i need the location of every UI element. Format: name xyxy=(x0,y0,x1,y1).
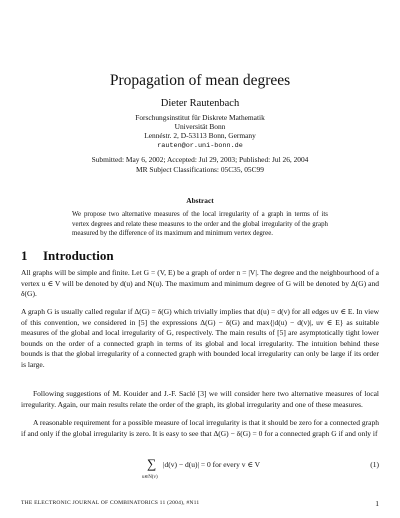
author-name: Dieter Rautenbach xyxy=(160,98,240,109)
page-number: 1 xyxy=(375,499,379,508)
author-email[interactable]: rauten@or.uni-bonn.de xyxy=(157,142,243,150)
body-paragraph: A reasonable requirement for a possible measure of local irregularity is that it should be zero for a connected graph if and only if the global irregularity is zero. It is easy to see that Δ(G) − δ(G) = 0 for a connected graph G if and only if xyxy=(21,418,379,438)
section-number: 1 xyxy=(21,248,28,263)
sum-symbol: ∑ xyxy=(147,456,157,471)
affiliation-line: Lennéstr. 2, D-53113 Bonn, Germany xyxy=(144,131,256,140)
body-paragraph: Following suggestions of M. Kouider and J.-F. Saclé [3] we will consider here two alternative measures of local irregularity. Again, our main results relate the order of the graph, its global irregularity and one of these measures. xyxy=(21,389,379,409)
journal-footer: THE ELECTRONIC JOURNAL OF COMBINATORICS 11 (2004), #N11 xyxy=(21,500,200,506)
equation-number: (1) xyxy=(370,460,379,469)
section-heading xyxy=(21,248,114,264)
paper-title: Propagation of mean degrees xyxy=(109,72,291,89)
abstract-heading: Abstract xyxy=(186,196,214,205)
section-title: Introduction xyxy=(43,248,114,263)
affiliation-line: Forschungsinstitut für Diskrete Mathematik xyxy=(135,113,265,122)
abstract-text: We propose two alternative measures of the local irregularity of a graph in terms of its vertex degrees and relate these measures to the order and the global irregularity of the graph measured by the difference of its maximum and minimum vertex degree. xyxy=(72,211,328,238)
display-equation xyxy=(0,456,400,484)
submission-dates: Submitted: May 6, 2002; Accepted: Jul 29, 2003; Published: Jul 26, 2004 xyxy=(91,155,309,164)
subject-classification: MR Subject Classifications: 05C35, 05C99 xyxy=(136,165,264,174)
sum-subscript: u∈N(v) xyxy=(142,475,158,480)
body-paragraph: All graphs will be simple and finite. Let G = (V, E) be a graph of order n = |V|. The degree and the neighbourhood of a vertex u ∈ V will be denoted by d(u) and N(u). The maximum and minimum degree of G will be denoted by Δ(G) and δ(G). xyxy=(21,268,379,298)
affiliation-line: Universität Bonn xyxy=(174,122,226,131)
body-paragraph: A graph G is usually called regular if Δ(G) = δ(G) which trivially implies that d(u) = d(v) for all edges uv ∈ E. In view of this convention, we considered in [5] the expressions Δ(G) − δ(G) and max{|d(u) − d(v)|, uv ∈ E} as suitable measures of the global and local irregularity of G, respectively. The main results of [5] are asymptotically tight lower bounds on the order of a connected graph in terms of its global and local irregularity. The intuition behind these bounds is that the global irregularity of a connected graph with bounded local irregularity can only be large if its order is large. xyxy=(21,307,379,369)
equation-expression: |d(v) − d(u)| = 0 for every v ∈ V xyxy=(163,460,261,469)
